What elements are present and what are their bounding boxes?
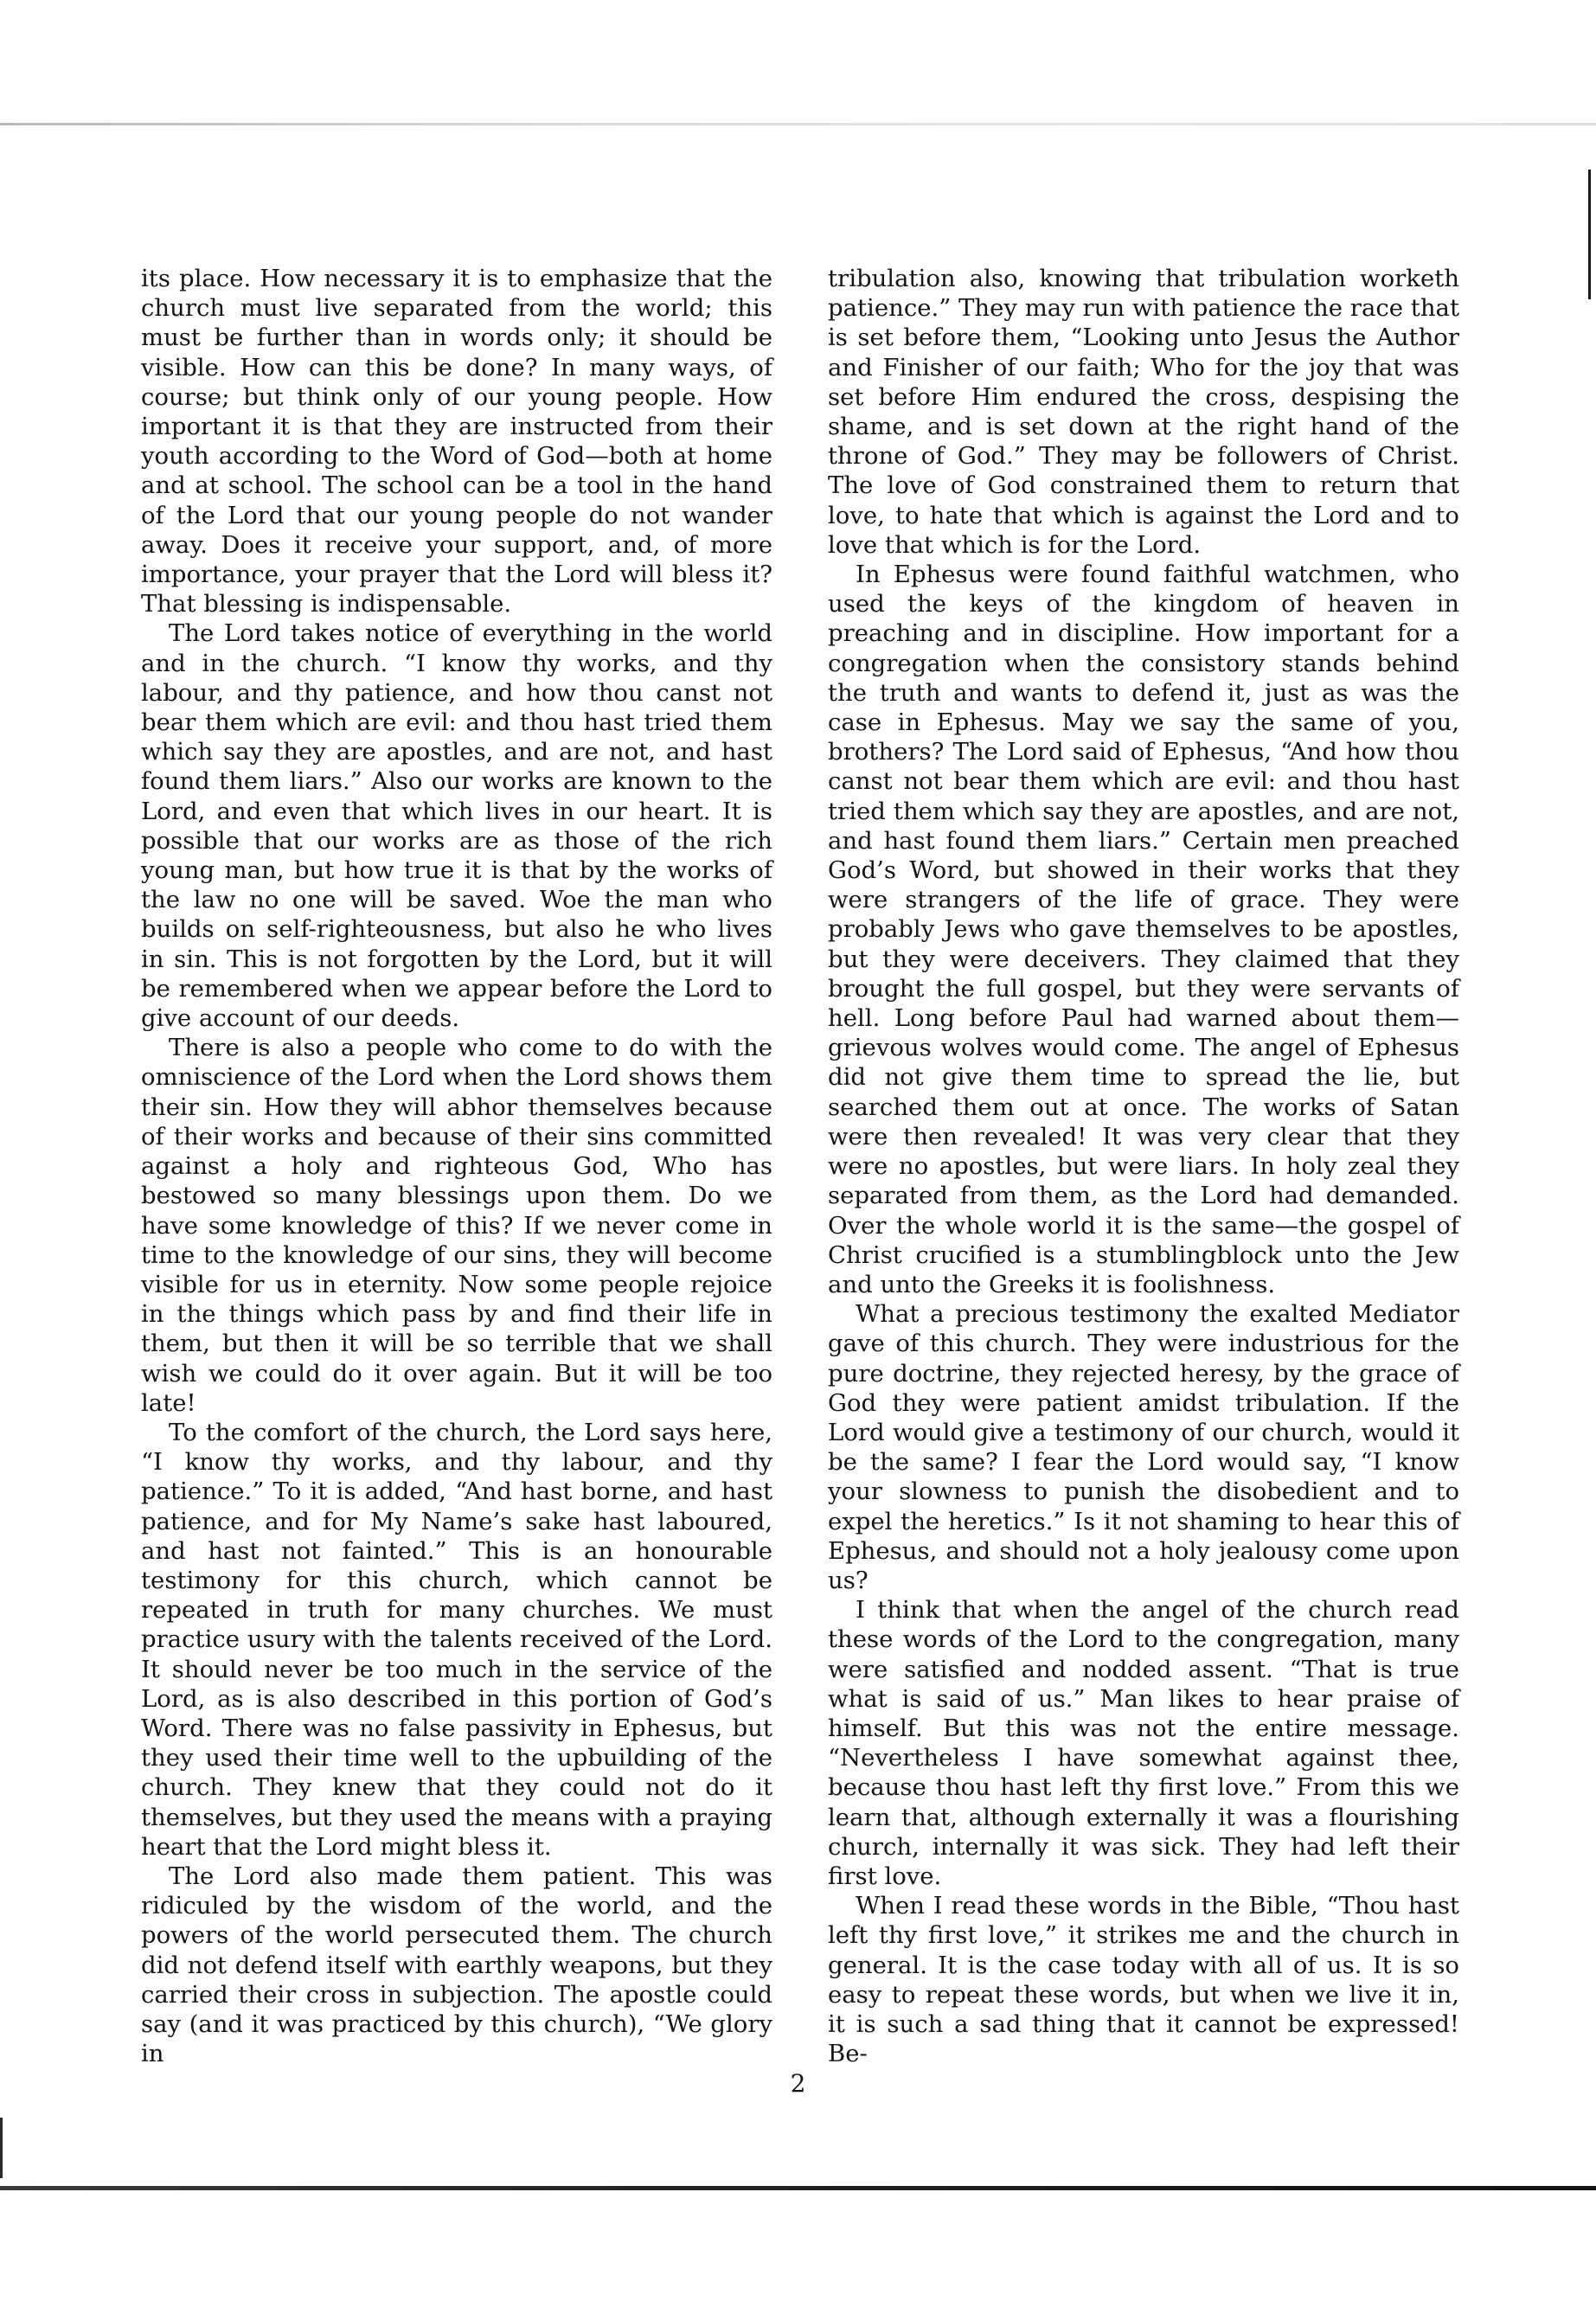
page-number: 2 bbox=[790, 2069, 806, 2098]
left-column bbox=[141, 264, 772, 2068]
paragraph: I think that when the angel of the church read these words of the Lord to the congregation, many were satisfied and nodded assent. “That is true what is said of us.” Man likes to hear praise of himself. But this was not the entire message. “Nevertheless I have somewhat against thee, because thou hast left thy first love.” From this we learn that, although externally it was a flourishing church, internally it was sick. They had left their first love. bbox=[828, 1596, 1459, 1890]
right-column bbox=[828, 264, 1459, 2068]
scan-edge-left-mark bbox=[0, 2118, 3, 2178]
paragraph: When I read these words in the Bible, “Thou hast left thy first love,” it strikes me and the church in general. It is the case today with all of us. It is so easy to repeat these words, but when we live it in, it is such a sad thing that it cannot be expressed! Be- bbox=[828, 1892, 1459, 2068]
scan-edge-right-mark bbox=[1588, 170, 1591, 299]
paragraph: tribulation also, knowing that tribulation worketh patience.” They may run with patience the race that is set before them, “Looking unto Jesus the Author and Finisher of our faith; Who for the joy that was set before Him endured the cross, despising the shame, and is set down at the right hand of the throne of God.” They may be followers of Christ. The love of God constrained them to return that love, to hate that which is against the Lord and to love that which is for the Lord. bbox=[828, 265, 1459, 559]
paragraph: its place. How necessary it is to emphasize that the church must live separated from the world; this must be further than in words only; it should be visible. How can this be done? In many ways, of course; but think only of our young people. How important it is that they are instructed from their youth according to the Word of God—both at home and at school. The school can be a tool in the hand of the Lord that our young people do not wander away. Does it receive your support, and, of more importance, your prayer that the Lord will bless it? That blessing is indispensable. bbox=[141, 265, 772, 619]
scan-edge-bottom bbox=[0, 2186, 1596, 2190]
paragraph: There is also a people who come to do with the omniscience of the Lord when the Lord shows them their sin. How they will abhor themselves because of their works and because of their sins committed against a holy and righteous God, Who has bestowed so many blessings upon them. Do we have some knowledge of this? If we never come in time to the knowledge of our sins, they will become visible for us in eternity. Now some people rejoice in the things which pass by and find their life in them, but then it will be so terrible that we shall wish we could do it over again. But it will be too late! bbox=[141, 1034, 772, 1417]
scan-edge-top bbox=[0, 123, 1596, 125]
paragraph: The Lord takes notice of everything in the world and in the church. “I know thy works, and thy labour, and thy patience, and how thou canst not bear them which are evil: and thou hast tried them which say they are apostles, and are not, and hast found them liars.” Also our works are known to the Lord, and even that which lives in our heart. It is possible that our works are as those of the rich young man, but how true it is that by the works of the law no one will be saved. Woe the man who builds on self-righteousness, but also he who lives in sin. This is not forgotten by the Lord, but it will be remembered when we appear before the Lord to give account of our deeds. bbox=[141, 619, 772, 1033]
paragraph: What a precious testimony the exalted Mediator gave of this church. They were industrious for the pure doctrine, they rejected heresy, by the grace of God they were patient amidst tribulation. If the Lord would give a testimony of our church, would it be the same? I fear the Lord would say, “I know your slowness to punish the disobedient and to expel the heretics.” Is it not shaming to hear this of Ephesus, and should not a holy jealousy come upon us? bbox=[828, 1300, 1459, 1594]
paragraph: In Ephesus were found faithful watchmen, who used the keys of the kingdom of heaven in preaching and in discipline. How important for a congregation when the consistory stands behind the truth and wants to defend it, just as was the case in Ephesus. May we say the same of you, brothers? The Lord said of Ephesus, “And how thou canst not bear them which are evil: and thou hast tried them which say they are apostles, and are not, and hast found them liars.” Certain men preached God’s Word, but showed in their works that they were strangers of the life of grace. They were probably Jews who gave themselves to be apostles, but they were deceivers. They claimed that they brought the full gospel, but they were servants of hell. Long before Paul had warned about them—grievous wolves would come. The angel of Ephesus did not give them time to spread the lie, but searched them out at once. The works of Satan were then revealed! It was very clear that they were no apostles, but were liars. In holy zeal they separated from them, as the Lord had demanded. Over the whole world it is the same—the gospel of Christ crucified is a stumblingblock unto the Jew and unto the Greeks it is foolishness. bbox=[828, 561, 1459, 1298]
paragraph: The Lord also made them patient. This was ridiculed by the wisdom of the world, and the powers of the world persecuted them. The church did not defend itself with earthly weapons, but they carried their cross in subjection. The apostle could say (and it was practiced by this church), “We glory in bbox=[141, 1862, 772, 2068]
paragraph: To the comfort of the church, the Lord says here, “I know thy works, and thy labour, and thy patience.” To it is added, “And hast borne, and hast patience, and for My Name’s sake hast laboured, and hast not fainted.” This is an honourable testimony for this church, which cannot be repeated in truth for many churches. We must practice usury with the talents received of the Lord. It should never be too much in the service of the Lord, as is also described in this portion of God’s Word. There was no false passivity in Ephesus, but they used their time well to the upbuilding of the church. They knew that they could not do it themselves, but they used the means with a praying heart that the Lord might bless it. bbox=[141, 1418, 772, 1861]
